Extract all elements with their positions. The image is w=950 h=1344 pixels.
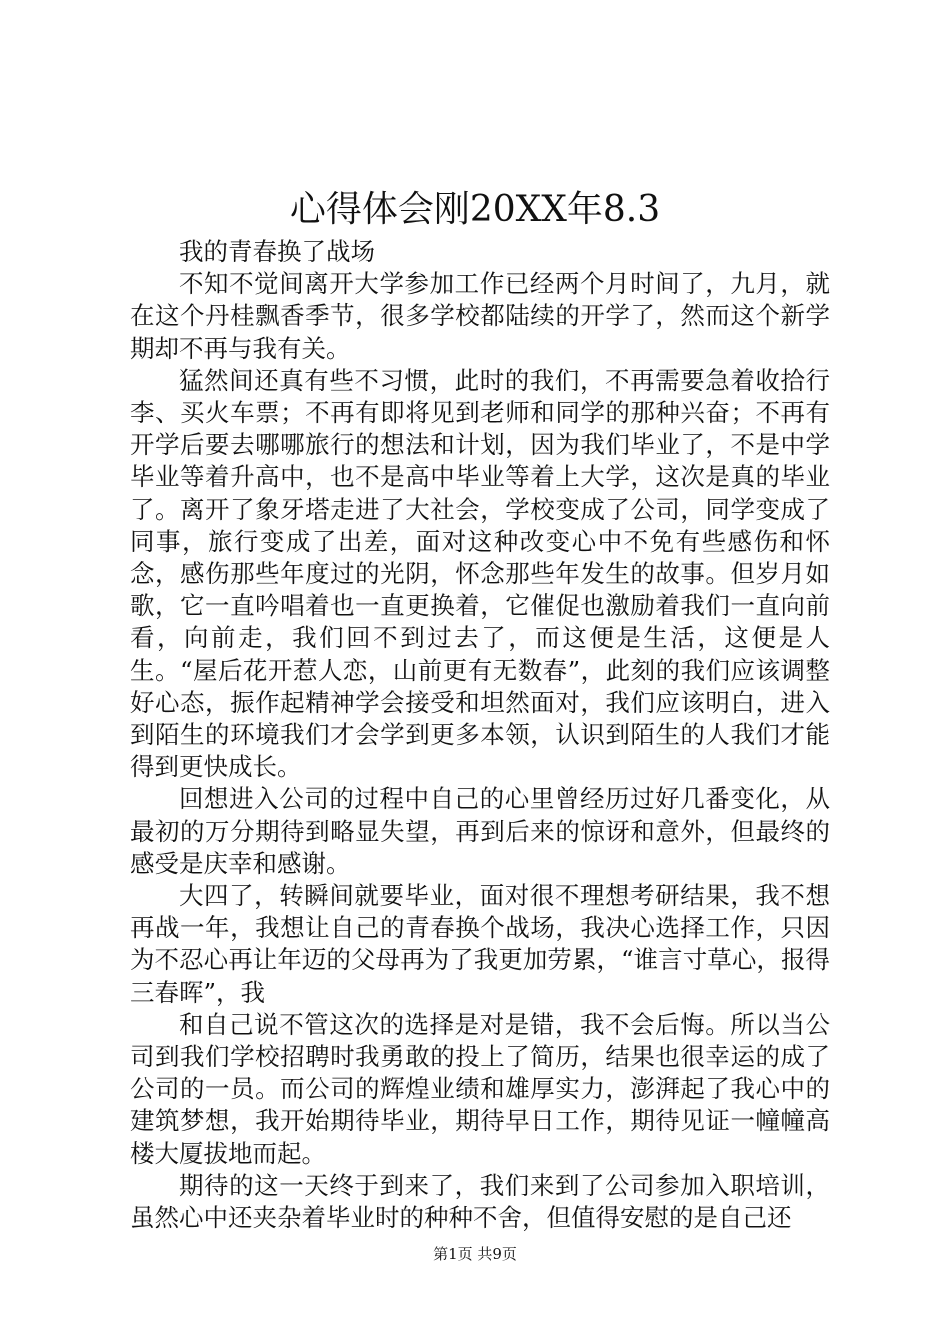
paragraph-7: 期待的这一天终于到来了，我们来到了公司参加入职培训，虽然心中还夹杂着毕业时的种种不舍，但值得安慰的是自己还 — [130, 1170, 830, 1233]
paragraph-3: 猛然间还真有些不习惯，此时的我们，不再需要急着收拾行李、买火车票；不再有即将见到老师和同学的那种兴奋；不再有开学后要去哪哪旅行的想法和计划，因为我们毕业了，不是中学毕业等着升高中，也不是高中毕业等着上大学，这次是真的毕业了。离开了象牙塔走进了大社会，学校变成了公司，同学变成了同事，旅行变成了出差，面对这种改变心中不免有些感伤和怀念，感伤那些年度过的光阴，怀念那些年发生的故事。但岁月如歌，它一直吟唱着也一直更换着，它催促也激励着我们一直向前看，向前走，我们回不到过去了，而这便是生活，这便是人生。“屋后花开惹人恋，山前更有无数春”，此刻的我们应该调整好心态，振作起精神学会接受和坦然面对，我们应该明白，进入到陌生的环境我们才会学到更多本领，认识到陌生的人我们才能得到更快成长。 — [130, 365, 830, 782]
page-number-footer: 第1页 共9页 — [433, 1245, 517, 1263]
paragraph-1: 我的青春换了战场 — [179, 237, 375, 266]
paragraph-6: 和自己说不管这次的选择是对是错，我不会后悔。所以当公司到我们学校招聘时我勇敢的投上了简历，结果也很幸运的成了公司的一员。而公司的辉煌业绩和雄厚实力，澎湃起了我心中的建筑梦想，我开始期待毕业，期待早日工作，期待见证一幢幢高楼大厦拔地而起。 — [130, 1009, 830, 1168]
paragraph-4: 回想进入公司的过程中自己的心里曾经历过好几番变化，从最初的万分期待到略显失望，再到后来的惊讶和意外，但最终的感受是庆幸和感谢。 — [130, 784, 830, 878]
document-body — [130, 236, 830, 1234]
paragraph-5: 大四了，转瞬间就要毕业，面对很不理想考研结果，我不想再战一年，我想让自己的青春换个战场，我决心选择工作，只因为不忍心再让年迈的父母再为了我更加劳累，“谁言寸草心，报得三春晖”，我 — [130, 881, 830, 1007]
paragraph-2: 不知不觉间离开大学参加工作已经两个月时间了，九月，就在这个丹桂飘香季节，很多学校都陆续的开学了，然而这个新学期却不再与我有关。 — [130, 269, 830, 363]
document-title: 心得体会刚20XX年8.3 — [289, 189, 661, 230]
